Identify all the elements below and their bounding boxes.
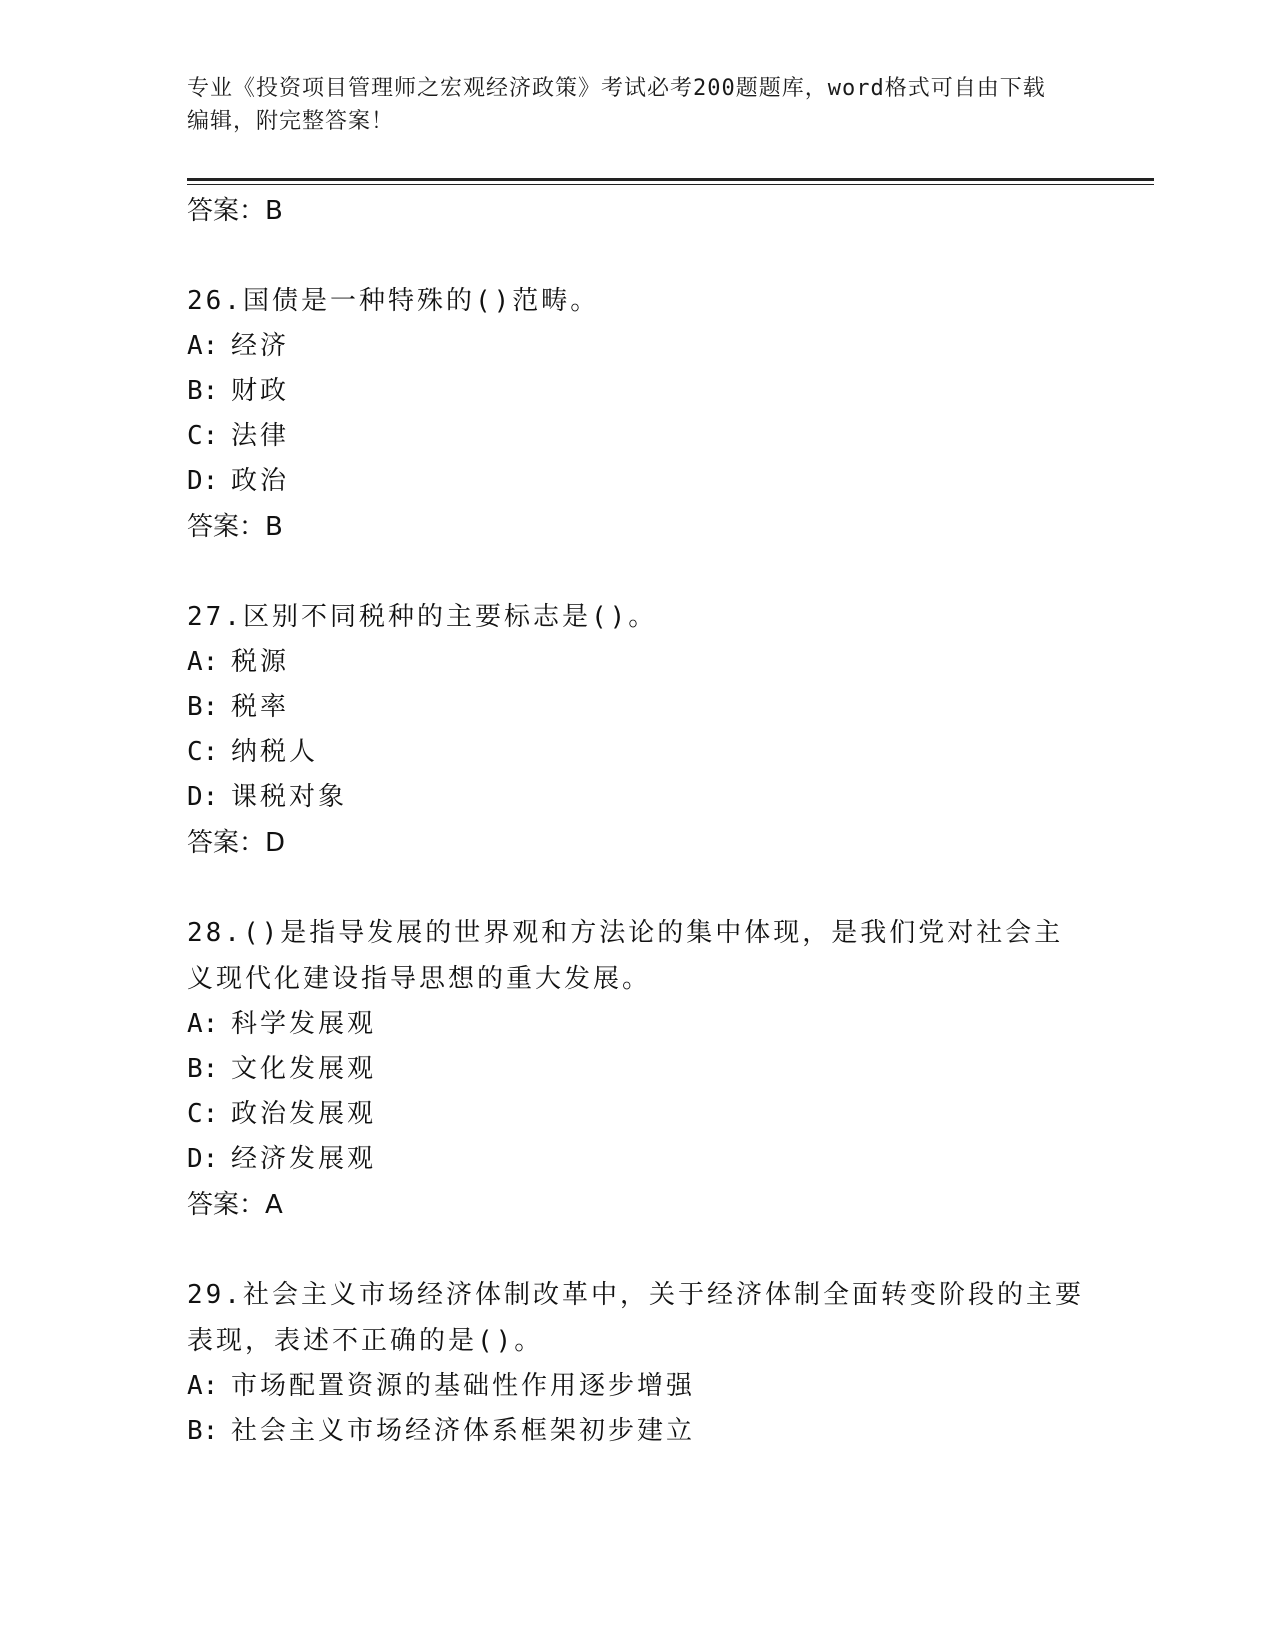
- option-key: C:: [187, 737, 219, 767]
- answer-line: 答案：D: [187, 828, 286, 858]
- previous-answer: 答案：B: [187, 196, 283, 226]
- option-text: 政治: [231, 466, 290, 496]
- option-text: 经济: [231, 331, 290, 361]
- question-text: 28.()是指导发展的世界观和方法论的集中体现，是我们党对社会主义现代化建设指导思想的重大发展。: [187, 918, 1064, 994]
- option-c: [187, 1092, 1087, 1137]
- spacer: [187, 550, 1087, 594]
- option-b: [187, 1047, 1087, 1092]
- option-text: 文化发展观: [231, 1054, 377, 1084]
- option-a: [187, 640, 1087, 685]
- option-key: B:: [187, 692, 219, 722]
- option-text: 课税对象: [231, 782, 348, 812]
- question-block-26: [187, 278, 1087, 550]
- option-a: [187, 1002, 1087, 1047]
- option-key: A:: [187, 1371, 219, 1401]
- option-key: C:: [187, 1099, 219, 1129]
- question-text: 27.区别不同税种的主要标志是()。: [187, 602, 658, 632]
- spacer: [187, 1228, 1087, 1272]
- option-b: [187, 369, 1087, 414]
- answer-line: 答案：B: [187, 512, 283, 542]
- option-text: 市场配置资源的基础性作用逐步增强: [231, 1371, 696, 1401]
- question-block-28: [187, 910, 1087, 1228]
- option-d: [187, 1137, 1087, 1182]
- option-key: A:: [187, 331, 219, 361]
- option-key: B:: [187, 376, 219, 406]
- question-block-27: [187, 594, 1087, 866]
- spacer: [187, 234, 1087, 278]
- option-key: A:: [187, 647, 219, 677]
- option-c: [187, 414, 1087, 459]
- header-rule-thick: [187, 178, 1154, 181]
- option-c: [187, 730, 1087, 775]
- option-b: [187, 685, 1087, 730]
- option-text: 法律: [231, 421, 290, 451]
- option-b: [187, 1409, 1087, 1454]
- option-text: 财政: [231, 376, 290, 406]
- option-text: 政治发展观: [231, 1099, 377, 1129]
- spacer: [187, 866, 1087, 910]
- answer-line: 答案：A: [187, 1190, 283, 1220]
- document-header: 专业《投资项目管理师之宏观经济政策》考试必考200题题库，word格式可自由下载编辑，附完整答案！: [187, 76, 1046, 134]
- question-block-29: [187, 1272, 1087, 1454]
- question-list: [187, 188, 1087, 1454]
- option-text: 税率: [231, 692, 290, 722]
- option-key: A:: [187, 1009, 219, 1039]
- option-key: D:: [187, 782, 219, 812]
- question-text: 26.国债是一种特殊的()范畴。: [187, 286, 600, 316]
- option-text: 纳税人: [231, 737, 319, 767]
- option-text: 税源: [231, 647, 290, 677]
- option-text: 经济发展观: [231, 1144, 377, 1174]
- option-a: [187, 324, 1087, 369]
- question-text: 29.社会主义市场经济体制改革中，关于经济体制全面转变阶段的主要表现，表述不正确的是()。: [187, 1280, 1084, 1356]
- option-key: D:: [187, 1144, 219, 1174]
- option-d: [187, 459, 1087, 504]
- option-a: [187, 1364, 1087, 1409]
- option-text: 科学发展观: [231, 1009, 377, 1039]
- option-key: C:: [187, 421, 219, 451]
- option-key: B:: [187, 1054, 219, 1084]
- option-key: D:: [187, 466, 219, 496]
- option-text: 社会主义市场经济体系框架初步建立: [231, 1416, 696, 1446]
- option-d: [187, 775, 1087, 820]
- header-rule-thin: [187, 184, 1154, 185]
- option-key: B:: [187, 1416, 219, 1446]
